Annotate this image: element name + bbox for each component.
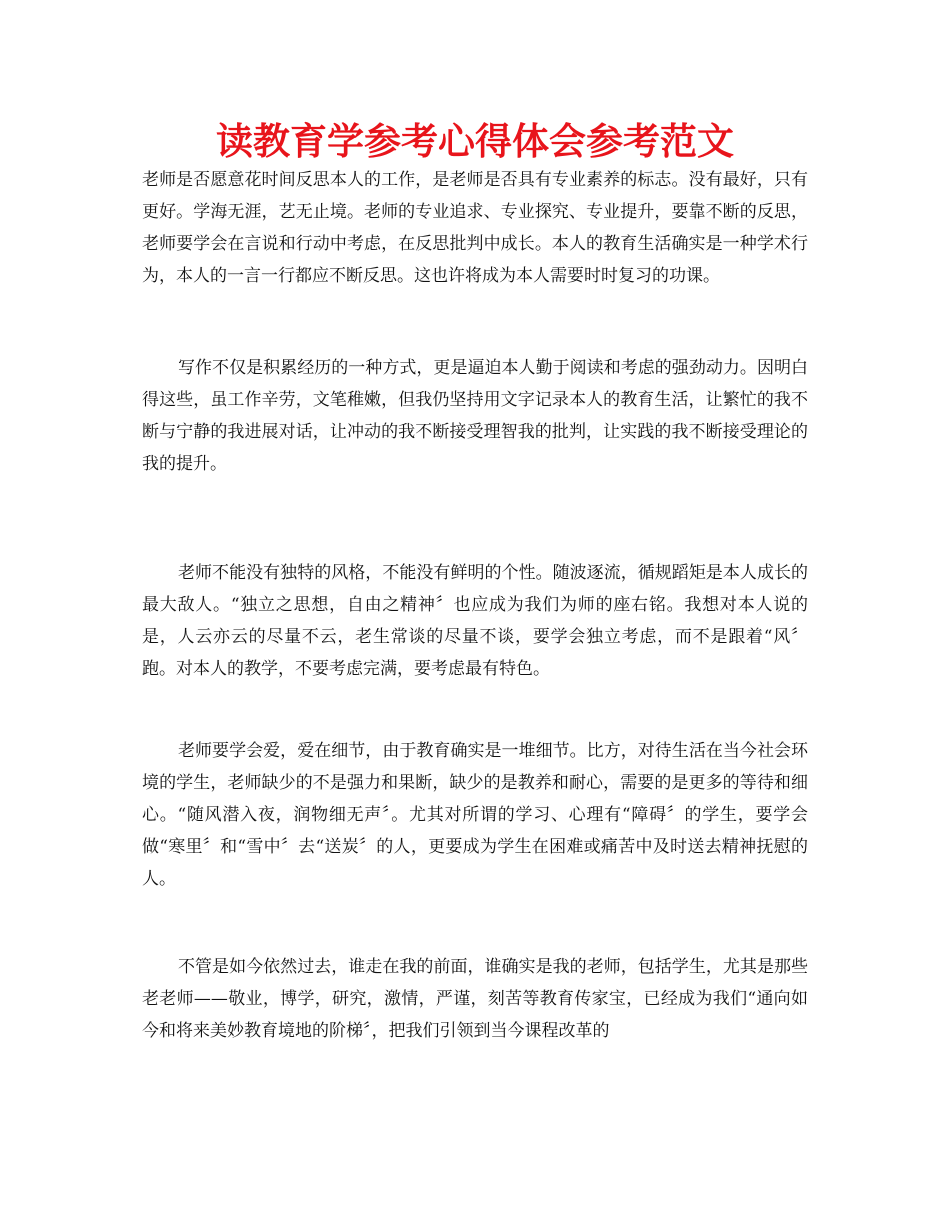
paragraph-4: 老师要学会爱，爱在细节，由于教育确实是一堆细节。比方，对待生活在当今社会环境的学生，老师缺少的不是强力和果断，缺少的是教养和耐心，需要的是更多的等待和细心。“随风潜入夜，润物细无声〞。尤其对所谓的学习、心理有“障碍〞的学生，要学会做“寒里〞和“雪中〞去“送炭〞的人，更要成为学生在困难或痛苦中及时送去精神抚慰的人。 (142, 741, 808, 889)
paragraph-3: 老师不能没有独特的风格，不能没有鲜明的个性。随波逐流，循规蹈矩是本人成长的最大敌人。“独立之思想，自由之精神〞也应成为我们为师的座右铭。我想对本人说的是，人云亦云的尽量不云，老生常谈的尽量不谈，要学会独立考虑，而不是跟着“风〞跑。对本人的教学，不要考虑完满，要考虑最有特色。 (142, 563, 808, 679)
paragraph-5: 不管是如今依然过去，谁走在我的前面，谁确实是我的老师，包括学生，尤其是那些老老师——敬业，博学，研究，激情，严谨，刻苦等教育传家宝，已经成为我们“通向如今和将来美妙教育境地的阶梯〞，把我们引领到当今课程改革的 (142, 957, 808, 1041)
paragraph-2: 写作不仅是积累经历的一种方式，更是逼迫本人勤于阅读和考虑的强劲动力。因明白得这些，虽工作辛劳，文笔稚嫩，但我仍坚持用文字记录本人的教育生活，让繁忙的我不断与宁静的我进展对话，让冲动的我不断接受理智我的批判，让实践的我不断接受理论的我的提升。 (142, 358, 808, 474)
document-title: 读教育学参考心得体会参考范文 (216, 120, 734, 163)
paragraph-1: 老师是否愿意花时间反思本人的工作，是老师是否具有专业素养的标志。没有最好，只有更好。学海无涯，艺无止境。老师的专业追求、专业探究、专业提升，要靠不断的反思，老师要学会在言说和行动中考虑，在反思批判中成长。本人的教育生活确实是一种学术行为，本人的一言一行都应不断反思。这也许将成为本人需要时时复习的功课。 (142, 170, 808, 286)
